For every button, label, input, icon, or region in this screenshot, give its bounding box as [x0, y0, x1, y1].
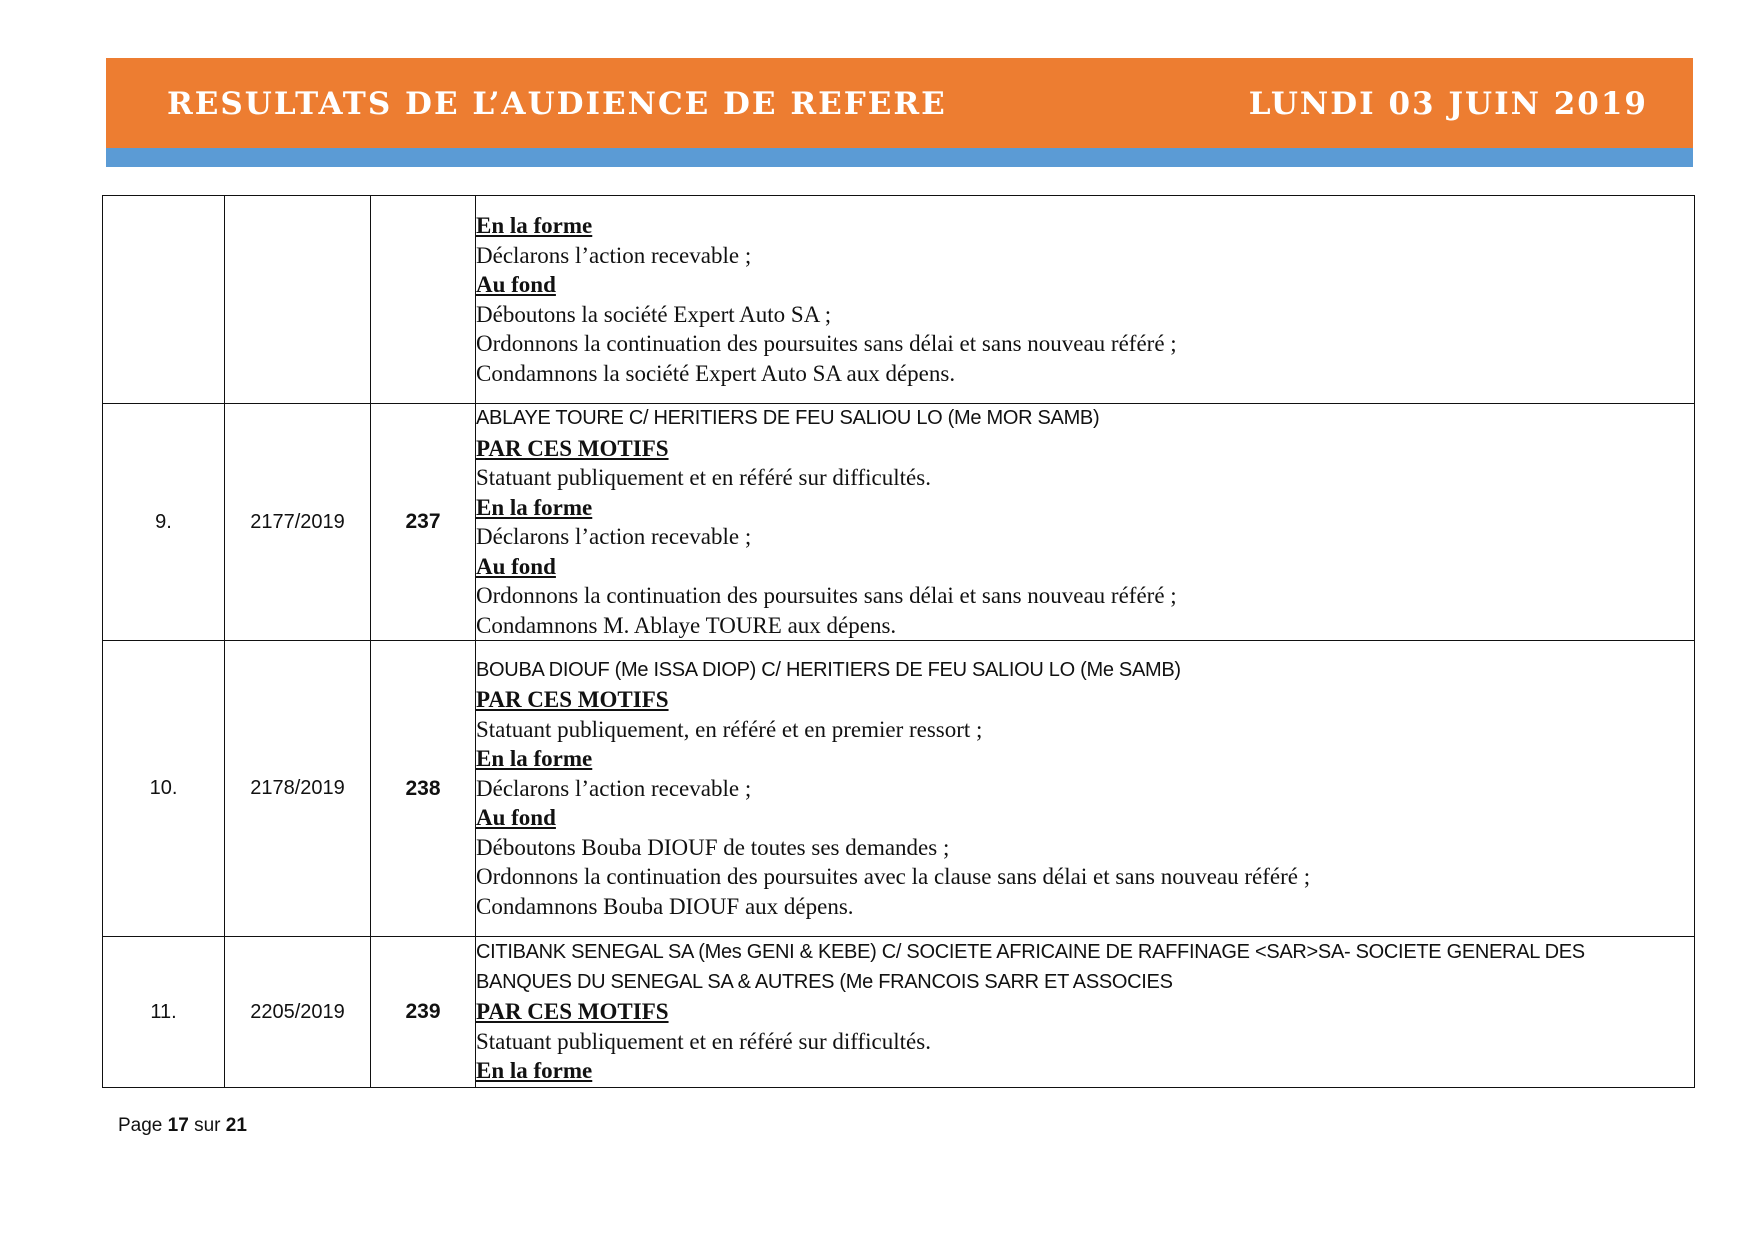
page-footer: [118, 1115, 247, 1137]
decision-line: PAR CES MOTIFS: [476, 999, 669, 1025]
table-row: [103, 937, 1695, 1088]
decision-line: Au fond: [476, 553, 556, 579]
decision-line: Condamnons la société Expert Auto SA aux dépens.: [476, 360, 956, 386]
decision-line: En la forme: [476, 213, 593, 238]
row-number: 9.: [103, 404, 225, 641]
order-number: 239: [371, 937, 476, 1088]
decision-line: Statuant publiquement, en référé et en premier ressort ;: [476, 716, 983, 742]
decision-line: Au fond: [476, 272, 556, 297]
page-title: RESULTATS DE L’AUDIENCE DE REFERE: [167, 86, 947, 122]
decision-line: En la forme: [476, 1058, 593, 1084]
page-total: 21: [225, 1115, 247, 1136]
decision-line: Déclarons l’action recevable ;: [476, 242, 752, 268]
decision-line: Au fond: [476, 805, 556, 831]
decision-text: [476, 937, 1695, 1088]
table-row: [103, 641, 1695, 937]
order-number: [371, 196, 476, 404]
page-date: LUNDI 03 JUIN 2019: [1248, 86, 1648, 122]
docket-number: 2178/2019: [225, 641, 371, 937]
page-separator: sur: [194, 1115, 221, 1136]
decision-line: Ordonnons la continuation des poursuites sans délai et sans nouveau référé ;: [476, 331, 1177, 356]
order-number: 238: [371, 641, 476, 937]
decision-text: [476, 196, 1695, 404]
case-parties: BOUBA DIOUF (Me ISSA DIOP) C/ HERITIERS DE FEU SALIOU LO (Me SAMB): [476, 658, 1181, 681]
decision-line: Déclarons l’action recevable ;: [476, 775, 752, 801]
decision-text: [476, 641, 1695, 937]
row-number: 10.: [103, 641, 225, 937]
case-parties: CITIBANK SENEGAL SA (Mes GENI & KEBE) C/ SOCIETE AFRICAINE DE RAFFINAGE <SAR>SA- SOCIETE GENERAL DES: [476, 941, 1585, 964]
decision-line: Ordonnons la continuation des poursuites sans délai et sans nouveau référé ;: [476, 583, 1177, 608]
case-parties: BANQUES DU SENEGAL SA & AUTRES (Me FRANCOIS SARR ET ASSOCIES: [476, 970, 1173, 993]
docket-number: 2177/2019: [225, 404, 371, 641]
docket-number: 2205/2019: [225, 937, 371, 1088]
decision-line: Statuant publiquement et en référé sur difficultés.: [476, 1028, 931, 1054]
page-current: 17: [167, 1115, 189, 1136]
row-number: 11.: [103, 937, 225, 1088]
decision-line: En la forme: [476, 494, 593, 520]
results-table: [102, 195, 1695, 1088]
case-parties: ABLAYE TOURE C/ HERITIERS DE FEU SALIOU LO (Me MOR SAMB): [476, 407, 1100, 429]
page-label: Page: [118, 1115, 163, 1136]
decision-line: Déboutons la société Expert Auto SA ;: [476, 301, 832, 327]
decision-line: Condamnons M. Ablaye TOURE aux dépens.: [476, 612, 897, 638]
decision-line: En la forme: [476, 746, 593, 772]
decision-line: Ordonnons la continuation des poursuites avec la clause sans délai et sans nouveau référé ;: [476, 864, 1311, 890]
decision-line: PAR CES MOTIFS: [476, 687, 669, 713]
decision-line: Déboutons Bouba DIOUF de toutes ses demandes ;: [476, 834, 950, 860]
decision-text: [476, 404, 1695, 641]
decision-line: PAR CES MOTIFS: [476, 435, 669, 461]
table-row: [103, 404, 1695, 641]
decision-line: Condamnons Bouba DIOUF aux dépens.: [476, 893, 854, 919]
decision-line: Statuant publiquement et en référé sur difficultés.: [476, 465, 931, 490]
row-number: [103, 196, 225, 404]
table-row: [103, 196, 1695, 404]
decision-line: Déclarons l’action recevable ;: [476, 524, 752, 549]
docket-number: [225, 196, 371, 404]
order-number: 237: [371, 404, 476, 641]
header-stripe: [106, 148, 1693, 167]
